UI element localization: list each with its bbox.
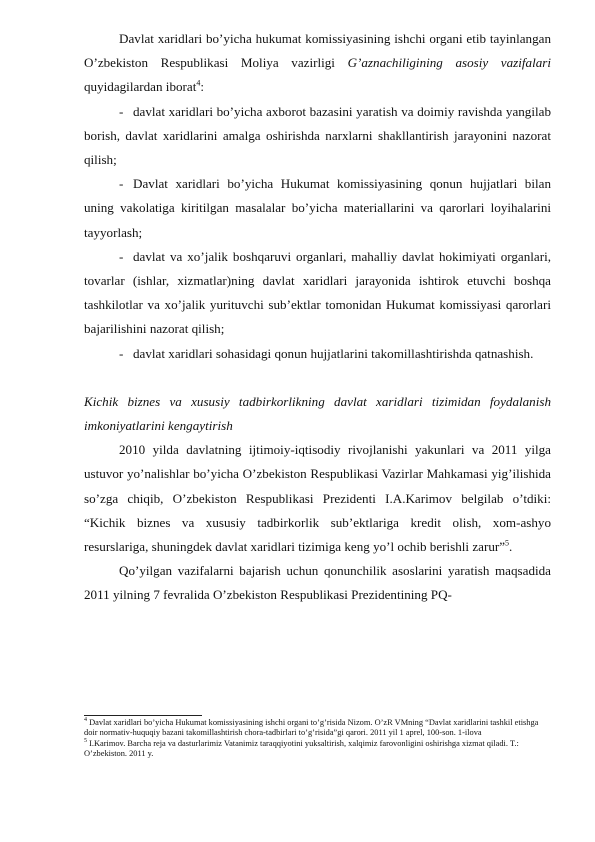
list-item	[84, 100, 551, 173]
footnote-divider	[84, 715, 202, 716]
footnote-number: 4	[84, 717, 87, 724]
intro-paragraph	[84, 27, 551, 100]
list-item-text: Davlat xaridlari bo’yicha Hukumat komissiyasining qonun hujjatlari bilan uning vakolatiga kiritilgan masalalar bo’yicha materiallarini va qarorlari loyihalarini tayyorlash;	[84, 176, 551, 240]
footnote-number: 5	[84, 738, 87, 745]
dash-bullet: -	[119, 176, 124, 192]
footnote-4	[84, 718, 551, 739]
dash-bullet: -	[119, 248, 124, 264]
body-text	[84, 27, 551, 608]
dash-bullet: -	[119, 103, 124, 119]
intro-italic-phrase: G’aznachiligining asosiy vazifalari	[347, 55, 552, 71]
paragraph-text: 2010 yilda davlatning ijtimoiy-iqtisodiy rivojlanishi yakunlari va 2011 yilga ustuvor yo’nalishlar bo’yicha O’zbekiston Respublikasi Vazirlar Mahkamasi yig’ilishida so’zga chiqib, O’zbekiston Respublikasi Prezidenti I.A.Karimov belgilab o’tdiki: “Kichik biznes va xususiy tadbirkorlik sub’ektlariga kredit olish, xom-ashyo resurslariga, shuningdek davlat xaridlari tizimiga keng yo’l ochib berishli zarur”	[84, 442, 551, 555]
footnotes	[84, 718, 551, 760]
paragraph-period: .	[509, 539, 513, 555]
intro-text-continued: quyidagilardan iborat	[84, 79, 197, 95]
list-item-text: davlat va xo’jalik boshqaruvi organlari, mahalliy davlat hokimiyati organlari, tovarlar (ishlar, xizmatlar)ning davlat xaridlari jarayonida ishtirok etuvchi boshqa tashkilotlar va xo’jalik yurituvchi sub’ektlar tomonidan Hukumat komissiyasi qarorlari bajarilishini nazorat qilish;	[84, 248, 551, 337]
list-item	[84, 245, 551, 342]
list-item-text: davlat xaridlari bo’yicha axborot bazasini yaratish va doimiy ravishda yangilab borish, davlat xaridlarini amalga oshirishda narxlarni shakllantirish jarayonini nazorat qilish;	[84, 103, 551, 168]
footnote-5	[84, 739, 551, 760]
footnote-ref-5[interactable]: 5	[505, 538, 510, 548]
paragraph-2010	[84, 438, 551, 559]
section-heading: Kichik biznes va xususiy tadbirkorlikning davlat xaridlari tizimidan foydalanish imkoniyatlarini kengaytirish	[84, 393, 551, 434]
list-item	[84, 342, 551, 366]
footnote-text: Davlat xaridlari bo’yicha Hukumat komissiyasining ishchi organi to’g’risida Nizom. O’zR VMning “Davlat xaridlarini tashkil etishga doir normativ-huquqiy bazani takomillashtirish chora-tadbirlari to’g’risida”gi qarori. 2011 yil 1 aprel, 100-son. 1-ilova	[84, 718, 539, 738]
footnote-ref-4[interactable]: 4	[196, 79, 201, 89]
footnote-text: I.Karimov. Barcha reja va dasturlarimiz Vatanimiz taraqqiyotini yuksaltirish, xalqimiz farovonligini oshirishga xizmat qiladi. T.: O’zbekiston. 2011 y.	[84, 738, 519, 759]
list-item	[84, 172, 551, 245]
paragraph-last: Qo’yilgan vazifalarni bajarish uchun qonunchilik asoslarini yaratish maqsadida 2011 yilning 7 fevralida O’zbekiston Respublikasi Prezidentining PQ-	[84, 563, 551, 603]
intro-text: Davlat xaridlari bo’yicha hukumat komissiyasining ishchi organi etib tayinlangan O’zbekiston Respublikasi Moliya vazirligi	[84, 31, 551, 71]
intro-colon: :	[200, 79, 204, 95]
list-item-text: davlat xaridlari sohasidagi qonun hujjatlarini takomillashtirishda qatnashish.	[133, 345, 534, 361]
dash-bullet: -	[119, 345, 124, 361]
